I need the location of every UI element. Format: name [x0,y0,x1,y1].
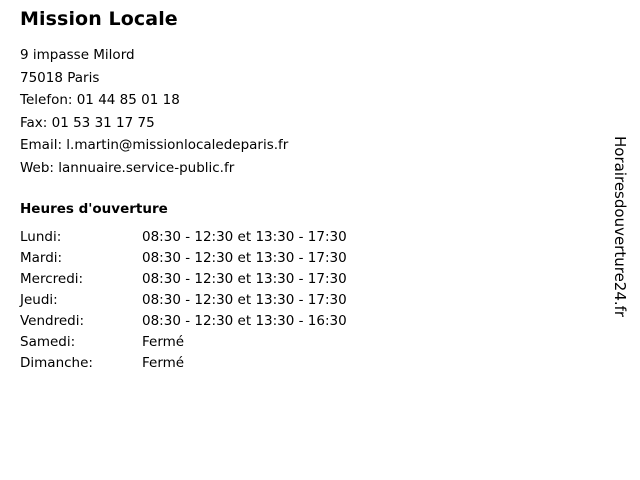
day-label: Samedi: [20,334,76,350]
day-label: Mardi: [20,250,63,266]
email-line: Email: l.martin@missionlocaledeparis.fr [20,137,289,153]
address-city: 75018 Paris [20,69,100,86]
table-row [20,271,442,292]
day-label: Dimanche: [20,355,93,371]
hours-value: Fermé [142,355,185,371]
hours-value: 08:30 - 12:30 et 13:30 - 17:30 [142,271,347,287]
web-line: Web: lannuaire.service-public.fr [20,159,235,176]
table-row [20,313,442,334]
hours-value: 08:30 - 12:30 et 13:30 - 17:30 [142,292,347,308]
opening-hours-heading: Heures d'ouverture [20,201,168,217]
fax-line: Fax: 01 53 31 17 75 [20,114,155,131]
day-label: Jeudi: [20,292,58,308]
table-row [20,334,442,355]
day-label: Lundi: [20,229,62,245]
hours-value: Fermé [142,334,185,350]
hours-value: 08:30 - 12:30 et 13:30 - 17:30 [142,250,347,266]
phone-line: Telefon: 01 44 85 01 18 [20,92,180,108]
brand-watermark: Horairesdouverture24.fr [611,136,629,318]
day-label: Mercredi: [20,271,84,287]
address-street: 9 impasse Milord [20,47,135,63]
table-row [20,355,442,376]
hours-value: 08:30 - 12:30 et 13:30 - 17:30 [142,229,347,245]
opening-hours-table [20,229,442,376]
contact-block [20,44,600,179]
table-row [20,292,442,313]
page-title: Mission Locale [20,8,178,30]
table-row [20,229,442,250]
table-row [20,250,442,271]
hours-value: 08:30 - 12:30 et 13:30 - 16:30 [142,313,347,329]
document-body [20,8,600,376]
day-label: Vendredi: [20,313,85,329]
